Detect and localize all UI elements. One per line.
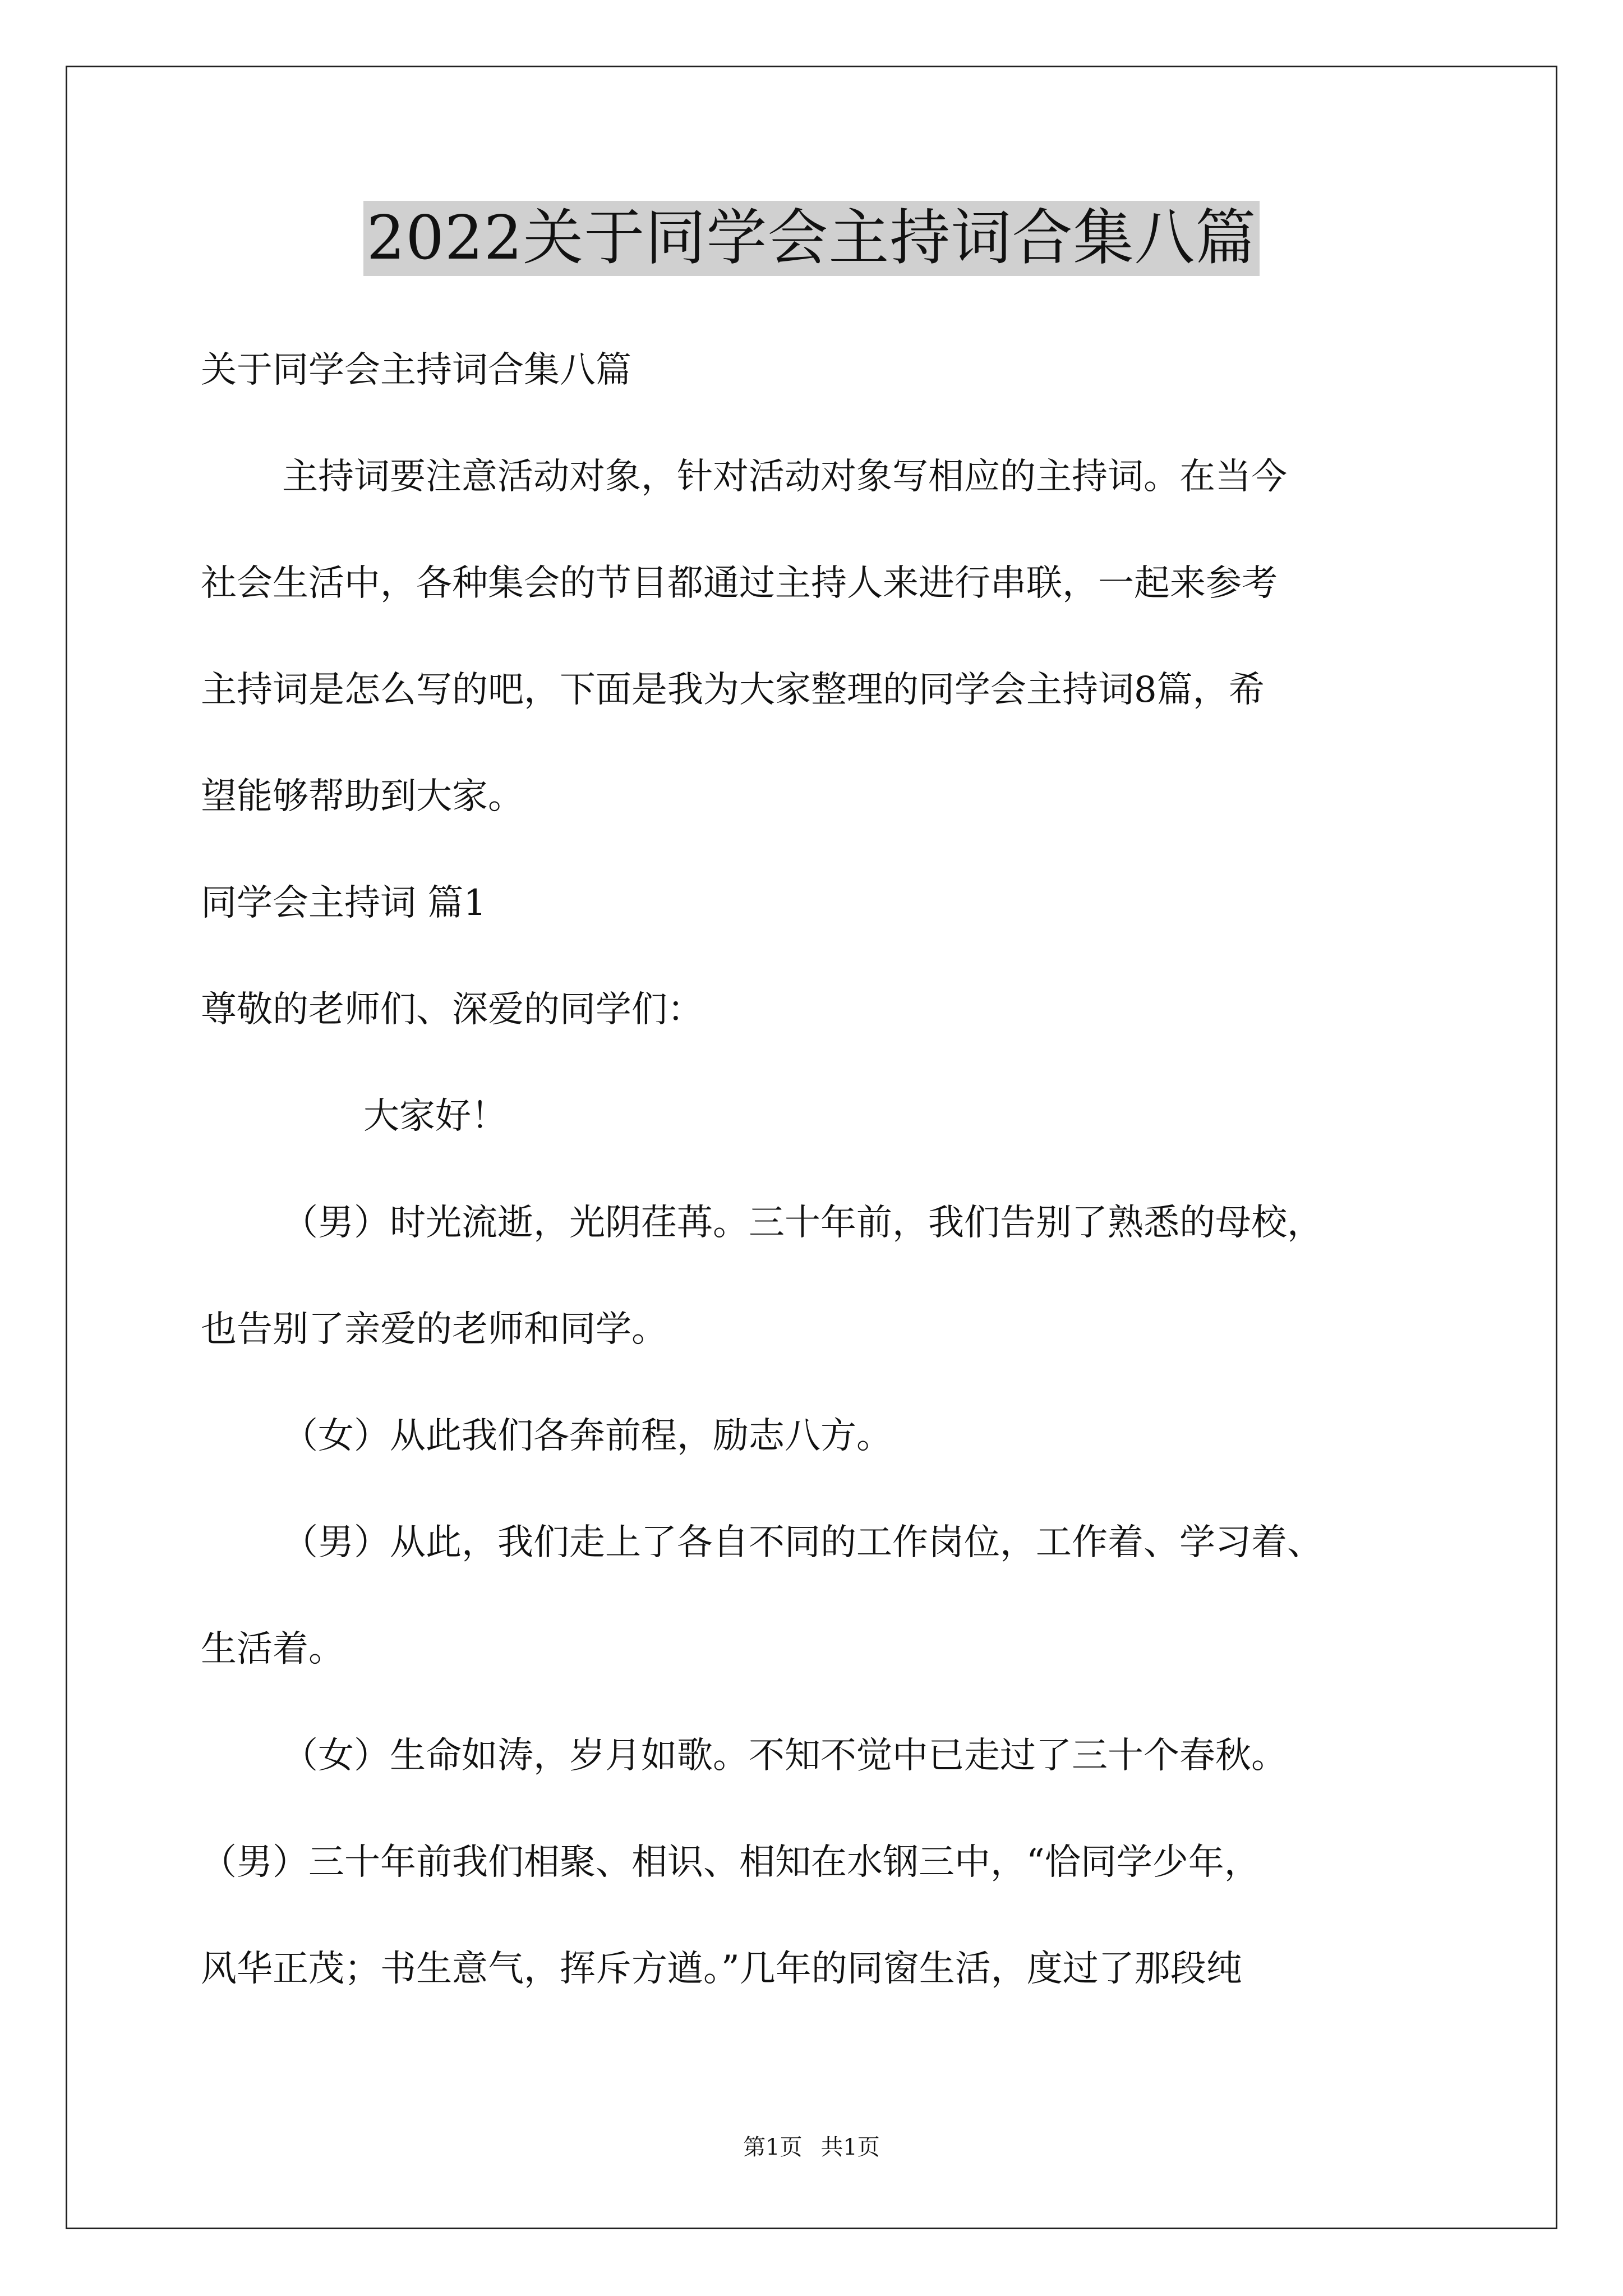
paragraph-line: 望能够帮助到大家。: [201, 776, 524, 817]
paragraph-line: （女）生命如涛，岁月如歌。不知不觉中已走过了三十个春秋。: [282, 1735, 1287, 1777]
page-number: 第1页: [743, 2134, 803, 2160]
paragraph-line: 生活着。: [201, 1628, 344, 1670]
paragraph-line: 主持词要注意活动对象，针对活动对象写相应的主持词。在当今: [282, 456, 1287, 498]
paragraph-line: （女）从此我们各奔前程，励志八方。: [282, 1415, 892, 1457]
paragraph-line: 社会生活中，各种集会的节目都通过主持人来进行串联，一起来参考: [201, 563, 1278, 604]
paragraph-line: （男）从此，我们走上了各自不同的工作岗位，工作着、学习着、: [282, 1522, 1323, 1563]
section-heading: 同学会主持词 篇1: [201, 882, 487, 924]
greeting-line: 大家好！: [363, 1096, 507, 1137]
paragraph-line: （男）三十年前我们相聚、相识、相知在水钢三中，“恰同学少年，: [201, 1842, 1260, 1883]
title-container: [0, 201, 1623, 276]
paragraph-line: （男）时光流逝，光阴荏苒。三十年前，我们告别了熟悉的母校，: [282, 1202, 1323, 1244]
subtitle-line: 关于同学会主持词合集八篇: [201, 349, 631, 391]
page-footer: [0, 2132, 1623, 2163]
page-total: 共1页: [820, 2134, 880, 2160]
document-body: [201, 317, 1474, 2022]
document-title: 2022关于同学会主持词合集八篇: [363, 201, 1260, 276]
paragraph-line: 风华正茂；书生意气，挥斥方遒。”几年的同窗生活，度过了那段纯: [201, 1948, 1242, 1990]
salutation-line: 尊敬的老师们、深爱的同学们：: [201, 989, 703, 1030]
paragraph-line: 也告别了亲爱的老师和同学。: [201, 1309, 667, 1350]
paragraph-line: 主持词是怎么写的吧，下面是我为大家整理的同学会主持词8篇，希: [201, 669, 1265, 711]
